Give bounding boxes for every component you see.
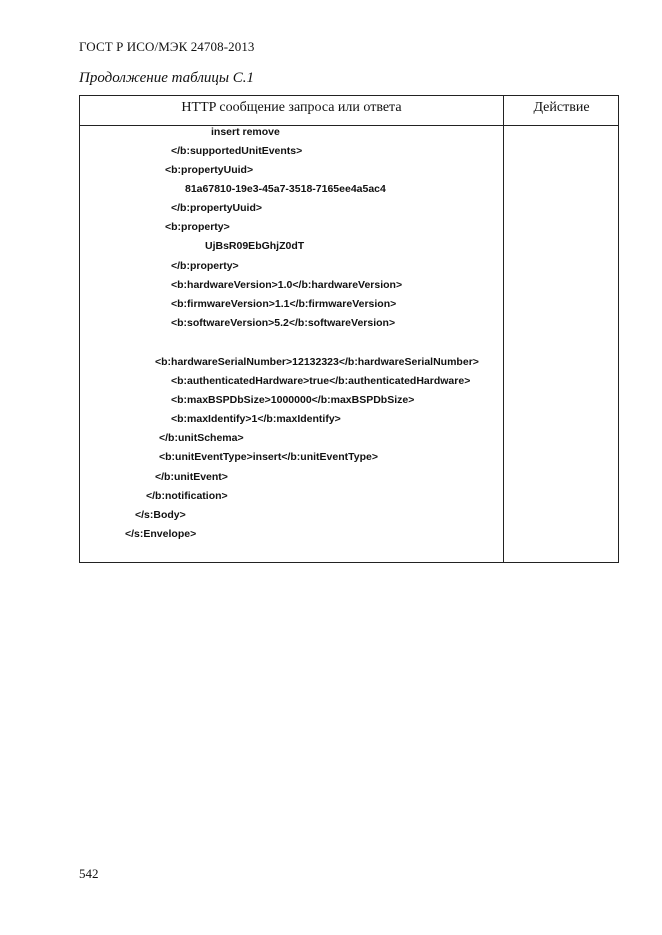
document-standard-header: ГОСТ Р ИСО/МЭК 24708-2013	[79, 39, 255, 54]
xml-line: <b:maxBSPDbSize>1000000</b:maxBSPDbSize>	[171, 394, 415, 406]
xml-line: <b:propertyUuid>	[165, 164, 254, 176]
column-header-action: Действие	[533, 100, 590, 115]
xml-line: </b:propertyUuid>	[171, 202, 263, 214]
xml-line: </s:Body>	[135, 509, 186, 521]
column-header-message: HTTP сообщение запроса или ответа	[181, 100, 402, 115]
xml-line: <b:softwareVersion>5.2</b:softwareVersion>	[171, 317, 396, 329]
xml-line: <b:unitEventType>insert</b:unitEventType>	[159, 451, 378, 463]
xml-line: <b:maxIdentify>1</b:maxIdentify>	[171, 413, 341, 425]
column-divider	[503, 96, 504, 562]
xml-line: <b:firmwareVersion>1.1</b:firmwareVersion>	[171, 298, 397, 310]
xml-line: insert remove	[211, 126, 280, 138]
xml-line: </b:notification>	[146, 490, 228, 502]
xml-line: </b:unitSchema>	[159, 432, 244, 444]
xml-message-body	[80, 96, 503, 562]
xml-line: </b:supportedUnitEvents>	[171, 145, 303, 157]
xml-line: <b:hardwareVersion>1.0</b:hardwareVersion>	[171, 279, 403, 291]
xml-line: UjBsR09EbGhjZ0dT	[205, 240, 305, 252]
xml-line: <b:authenticatedHardware>true</b:authenticatedHardware>	[171, 375, 471, 387]
xml-line: <b:property>	[165, 221, 230, 233]
xml-line: <b:hardwareSerialNumber>12132323</b:hardwareSerialNumber>	[155, 356, 479, 368]
xml-line: </s:Envelope>	[125, 528, 197, 540]
page-number: 542	[79, 866, 99, 881]
xml-line: </b:unitEvent>	[155, 471, 228, 483]
http-message-table	[79, 95, 619, 563]
xml-line: </b:property>	[171, 260, 239, 272]
xml-line: 81a67810-19e3-45a7-3518-7165ee4a5ac4	[185, 183, 386, 195]
table-continuation-caption: Продолжение таблицы С.1	[79, 70, 255, 86]
